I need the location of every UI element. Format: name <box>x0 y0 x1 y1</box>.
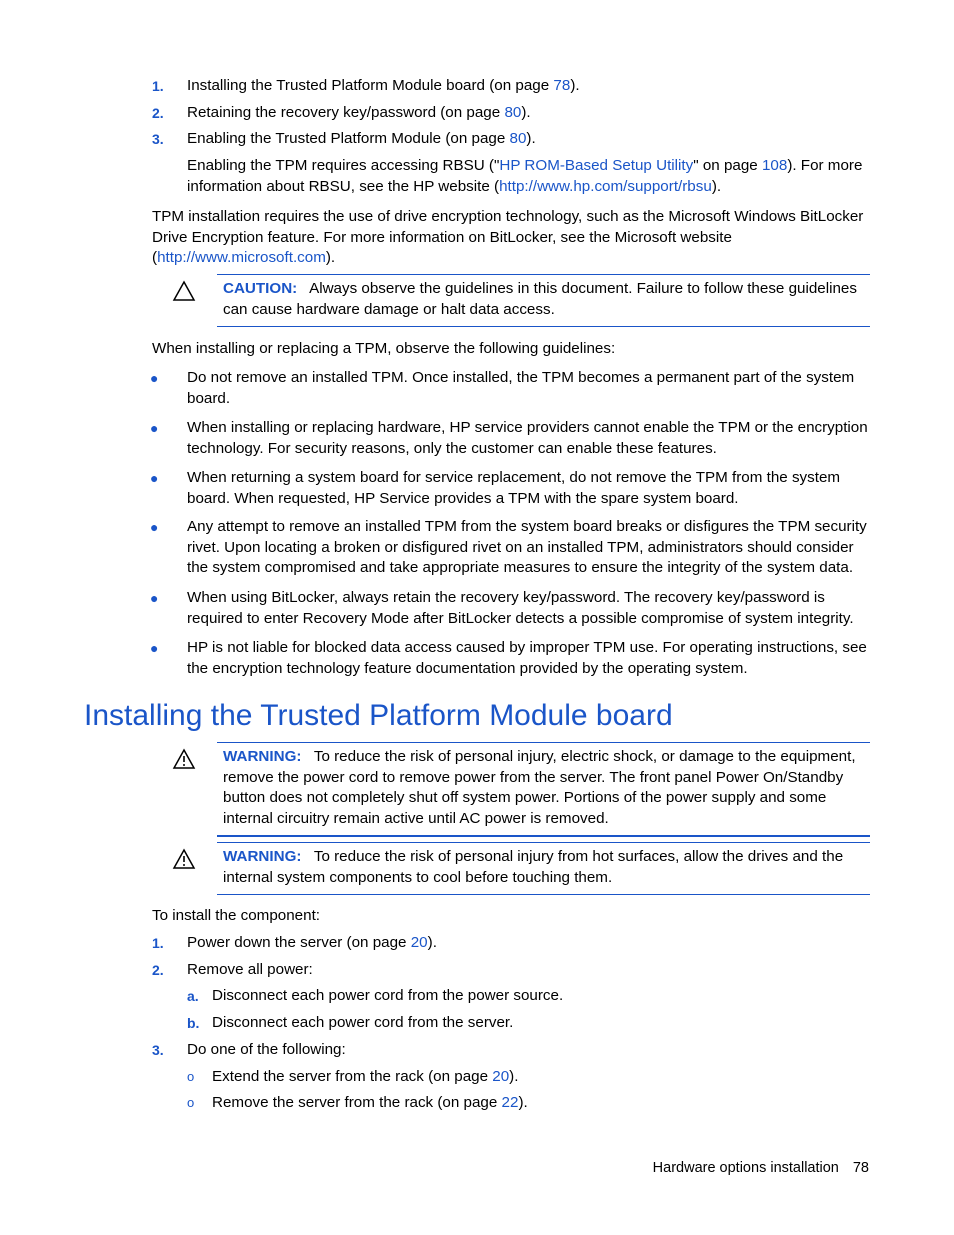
bullet-item: When using BitLocker, always retain the recovery key/password. The recovery key/password is required to enter Recovery Mode after BitLocker detects a possible compromise of system integrity. <box>187 589 854 627</box>
warning-text: To reduce the risk of personal injury from hot surfaces, allow the drives and the internal system components to cool before touching them. <box>223 848 844 886</box>
warning-label: WARNING: <box>223 848 302 865</box>
step-number: 1. <box>152 935 164 951</box>
step-number: 2. <box>152 962 164 978</box>
circle-bullet-icon: o <box>187 1069 195 1084</box>
footer-page-number: 78 <box>852 1160 869 1176</box>
warning-callout <box>217 742 870 837</box>
rbsu-note: Enabling the TPM requires accessing RBSU ("HP ROM-Based Setup Utility" on page 108). For more information about RBSU, see the HP website (http://www.hp.com/support/rbsu). <box>187 157 863 195</box>
warning-triangle-icon <box>172 848 196 870</box>
warning-callout <box>217 842 870 895</box>
warning-triangle-icon <box>172 748 196 770</box>
section-title: Installing the Trusted Platform Module board <box>84 699 673 732</box>
substep-item: Disconnect each power cord from the power source. <box>212 987 564 1004</box>
page-link[interactable]: 80 <box>509 130 527 147</box>
caution-callout <box>217 274 870 327</box>
page-link[interactable]: 20 <box>492 1068 510 1085</box>
list-number: 2. <box>152 105 164 121</box>
step-number: 3. <box>152 1042 164 1058</box>
microsoft-link[interactable]: http://www.microsoft.com <box>157 249 326 266</box>
bullet-icon: ● <box>150 590 159 606</box>
bullet-icon: ● <box>150 640 159 656</box>
guidelines-intro: When installing or replacing a TPM, observe the following guidelines: <box>152 340 616 357</box>
page-footer <box>639 1158 869 1179</box>
warning-label: WARNING: <box>223 748 302 765</box>
substep-item: Remove the server from the rack (on page 22). <box>212 1094 528 1111</box>
caution-triangle-icon <box>172 280 196 302</box>
substep-letter: b. <box>187 1015 200 1031</box>
circle-bullet-icon: o <box>187 1095 195 1110</box>
step-item: Remove all power: <box>187 961 313 978</box>
list-item: Retaining the recovery key/password (on page 80). <box>187 104 531 121</box>
page-link[interactable]: 80 <box>504 104 522 121</box>
page-link[interactable]: 108 <box>761 157 788 174</box>
footer-section: Hardware options installation <box>652 1160 839 1176</box>
step-item: Power down the server (on page 20). <box>187 934 437 951</box>
rbsu-link[interactable]: HP ROM-Based Setup Utility <box>499 157 694 174</box>
step-item: Do one of the following: <box>187 1041 346 1058</box>
page-link[interactable]: 20 <box>410 934 428 951</box>
bullet-item: Do not remove an installed TPM. Once installed, the TPM becomes a permanent part of the system board. <box>187 369 855 407</box>
list-number: 3. <box>152 131 164 147</box>
substep-item: Extend the server from the rack (on page 20). <box>212 1068 519 1085</box>
bullet-item: Any attempt to remove an installed TPM from the system board breaks or disfigures the TPM security rivet. Upon locating a broken or disfigured rivet on an installed TPM, administrators should consider the system compromised and take appropriate measures to ensure the integrity of the system data. <box>187 518 867 576</box>
bullet-item: When returning a system board for service replacement, do not remove the TPM from the system board. When requested, HP Service provides a TPM with the spare system board. <box>187 469 841 507</box>
substep-letter: a. <box>187 988 199 1004</box>
bullet-icon: ● <box>150 470 159 486</box>
page-link[interactable]: 78 <box>553 77 571 94</box>
install-intro: To install the component: <box>152 907 321 924</box>
page-link[interactable]: 22 <box>501 1094 519 1111</box>
substep-item: Disconnect each power cord from the server. <box>212 1014 514 1031</box>
bullet-item: When installing or replacing hardware, HP service providers cannot enable the TPM or the encryption technology. For security reasons, only the customer can enable these features. <box>187 419 868 457</box>
list-number: 1. <box>152 78 164 94</box>
list-item: Installing the Trusted Platform Module board (on page 78). <box>187 77 580 94</box>
caution-text: Always observe the guidelines in this document. Failure to follow these guidelines can cause hardware damage or halt data access. <box>223 280 857 318</box>
caution-label: CAUTION: <box>223 280 298 297</box>
bullet-icon: ● <box>150 519 159 535</box>
tpm-paragraph: TPM installation requires the use of drive encryption technology, such as the Microsoft Windows BitLocker Drive Encryption feature. For more information on BitLocker, see the Microsoft website (http://www.microsoft.com). <box>152 208 864 266</box>
bullet-icon: ● <box>150 420 159 436</box>
warning-text: To reduce the risk of personal injury, electric shock, or damage to the equipment, remove the power cord to remove power from the server. The front panel Power On/Standby button does not completely shut off system power. Portions of the power supply and some internal circuitry remain active until AC power is removed. <box>223 748 856 827</box>
hp-website-link[interactable]: http://www.hp.com/support/rbsu <box>499 177 712 195</box>
list-item: Enabling the Trusted Platform Module (on page 80). <box>187 130 536 147</box>
bullet-icon: ● <box>150 370 159 386</box>
bullet-item: HP is not liable for blocked data access caused by improper TPM use. For operating instructions, see the encryption technology feature documentation provided by the operating system. <box>187 639 867 677</box>
